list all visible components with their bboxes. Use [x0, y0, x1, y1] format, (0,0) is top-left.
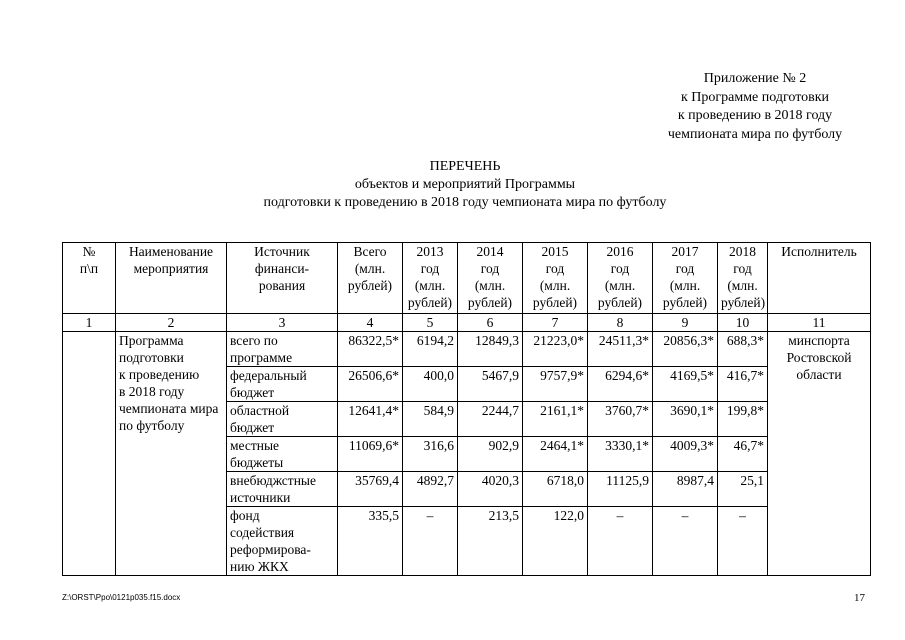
document-subtitle: подготовки к проведению в 2018 году чемпионата мира по футболу	[263, 195, 667, 210]
column-header-line: (млн.	[474, 278, 506, 293]
value-cell: 3690,1*	[653, 402, 718, 437]
column-number: 5	[403, 314, 458, 332]
column-number: 1	[63, 314, 116, 332]
column-number: 4	[338, 314, 403, 332]
value-cell: 416,7*	[718, 367, 768, 402]
column-number: 6	[458, 314, 523, 332]
funding-source-cell-line: областной	[230, 403, 290, 418]
column-header-line: рублей)	[467, 295, 513, 310]
funding-source-cell	[227, 437, 338, 472]
value-cell: –	[588, 507, 653, 576]
column-header-line: (млн.	[539, 278, 571, 293]
value-cell: 6194,2	[403, 332, 458, 367]
value-cell: 12641,4*	[338, 402, 403, 437]
column-header-line: год	[610, 261, 630, 276]
value-cell: 316,6	[403, 437, 458, 472]
value-cell: 4020,3	[458, 472, 523, 507]
column-number: 9	[653, 314, 718, 332]
funding-source-cell-line: всего по	[230, 333, 278, 348]
funding-source-cell	[227, 507, 338, 576]
document-subtitle: объектов и мероприятий Программы	[354, 177, 576, 192]
document-title: ПЕРЕЧЕНЬ	[429, 159, 501, 174]
value-cell: 26506,6*	[338, 367, 403, 402]
column-header-line: (млн.	[604, 278, 636, 293]
event-name-cell-line: Программа	[119, 333, 184, 348]
appendix-line: к Программе подготовки	[680, 89, 830, 105]
value-cell: 9757,9*	[523, 367, 588, 402]
column-header-line: 2016	[606, 244, 634, 259]
column-header-line: год	[675, 261, 695, 276]
value-cell: 35769,4	[338, 472, 403, 507]
value-cell: 199,8*	[718, 402, 768, 437]
column-header	[458, 243, 523, 314]
value-cell: –	[403, 507, 458, 576]
funding-source-cell-line: бюджеты	[230, 455, 284, 470]
funding-source-cell	[227, 367, 338, 402]
column-header-line: рования	[258, 278, 306, 293]
column-header	[523, 243, 588, 314]
column-header-line: год	[480, 261, 500, 276]
funding-source-cell-line: местные	[230, 438, 280, 453]
value-cell: 902,9	[458, 437, 523, 472]
column-header-line: рублей)	[721, 295, 766, 310]
footer-file-path: Z:\ORST\Ppo\0121p035.f15.docx	[62, 593, 181, 602]
value-cell: 86322,5*	[338, 332, 403, 367]
value-cell: 46,7*	[718, 437, 768, 472]
column-header-line: 2013	[416, 244, 444, 259]
value-cell: 335,5	[338, 507, 403, 576]
column-header	[403, 243, 458, 314]
funding-source-cell-line: реформирова-	[230, 542, 311, 557]
column-header-line: Исполнитель	[781, 244, 857, 259]
value-cell: –	[653, 507, 718, 576]
value-cell: 25,1	[718, 472, 768, 507]
funding-source-cell	[227, 332, 338, 367]
column-header	[588, 243, 653, 314]
value-cell: 688,3*	[718, 332, 768, 367]
column-header-line: 2014	[476, 244, 504, 259]
column-header-line: 2018	[729, 244, 756, 259]
column-number: 8	[588, 314, 653, 332]
value-cell: 2464,1*	[523, 437, 588, 472]
value-cell: 400,0	[403, 367, 458, 402]
value-cell: 11125,9	[588, 472, 653, 507]
column-header-line: мероприятия	[133, 261, 209, 276]
column-header	[718, 243, 768, 314]
event-name-cell-line: по футболу	[119, 418, 185, 433]
funding-source-cell	[227, 402, 338, 437]
column-header	[227, 243, 338, 314]
value-cell: 2244,7	[458, 402, 523, 437]
event-name-cell	[116, 332, 227, 576]
funding-source-cell-line: программе	[230, 350, 293, 365]
event-name-cell-line: подготовки	[119, 350, 184, 365]
value-cell: 4009,3*	[653, 437, 718, 472]
funding-source-cell-line: источники	[230, 490, 291, 505]
executor-cell-line: Ростовской	[786, 350, 852, 365]
value-cell: 5467,9	[458, 367, 523, 402]
funding-source-cell	[227, 472, 338, 507]
column-number: 10	[718, 314, 768, 332]
column-header-line: рублей)	[597, 295, 643, 310]
executor-cell-line: области	[796, 367, 842, 382]
column-header-line: п\п	[79, 261, 99, 276]
column-header	[63, 243, 116, 314]
appendix-line: чемпионата мира по футболу	[667, 126, 843, 142]
document-heading	[200, 158, 730, 212]
column-header-line: (млн.	[727, 278, 758, 293]
column-header-line: №	[82, 244, 96, 259]
column-header-line: Всего	[353, 244, 387, 259]
value-cell: 6294,6*	[588, 367, 653, 402]
column-header-line: рублей)	[407, 295, 453, 310]
table-header-row	[63, 243, 871, 314]
appendix-line: Приложение № 2	[703, 71, 807, 86]
column-header-line: год	[545, 261, 565, 276]
column-header-line: год	[420, 261, 440, 276]
page-number: 17	[854, 592, 865, 604]
value-cell: 24511,3*	[588, 332, 653, 367]
value-cell: 122,0	[523, 507, 588, 576]
value-cell: 4892,7	[403, 472, 458, 507]
value-cell: 8987,4	[653, 472, 718, 507]
funding-source-cell-line: внебюджстные	[230, 473, 316, 488]
funding-source-cell-line: бюджет	[230, 420, 275, 435]
value-cell: 6718,0	[523, 472, 588, 507]
column-header-line: 2015	[541, 244, 569, 259]
column-header-line: (млн.	[669, 278, 701, 293]
funding-source-cell-line: фонд	[230, 508, 260, 523]
table-row	[63, 332, 871, 367]
value-cell: 3760,7*	[588, 402, 653, 437]
event-name-cell-line: чемпионата мира	[119, 401, 219, 416]
value-cell: –	[718, 507, 768, 576]
column-header-line: (млн.	[354, 261, 386, 276]
events-table	[62, 242, 871, 576]
executor-cell-line: минспорта	[788, 333, 850, 348]
value-cell: 11069,6*	[338, 437, 403, 472]
column-header-line: год	[733, 261, 752, 276]
event-name-cell-line: в 2018 году	[119, 384, 185, 399]
column-number: 11	[768, 314, 871, 332]
column-header-line: Наименование	[128, 244, 214, 259]
column-header	[653, 243, 718, 314]
column-header-line: финанси-	[254, 261, 310, 276]
column-header-line: рублей)	[662, 295, 708, 310]
column-number-row	[63, 314, 871, 332]
column-header-line: (млн.	[414, 278, 446, 293]
executor-cell	[768, 332, 871, 576]
value-cell: 12849,3	[458, 332, 523, 367]
value-cell: 3330,1*	[588, 437, 653, 472]
appendix-line: к проведению в 2018 году	[677, 108, 833, 123]
event-name-cell-line: к проведению	[119, 367, 200, 382]
value-cell: 21223,0*	[523, 332, 588, 367]
column-header	[116, 243, 227, 314]
appendix-block	[600, 70, 905, 144]
column-header	[768, 243, 871, 314]
column-header-line: рублей)	[532, 295, 578, 310]
row-number-cell	[63, 332, 116, 576]
funding-source-cell-line: содействия	[230, 525, 295, 540]
column-number: 2	[116, 314, 227, 332]
column-header-line: Источник	[254, 244, 310, 259]
value-cell: 2161,1*	[523, 402, 588, 437]
funding-source-cell-line: нию ЖКХ	[230, 559, 289, 574]
funding-source-cell-line: федеральный	[230, 368, 307, 383]
value-cell: 4169,5*	[653, 367, 718, 402]
column-header-line: 2017	[671, 244, 699, 259]
column-number: 7	[523, 314, 588, 332]
column-header-line: рублей)	[347, 278, 393, 293]
value-cell: 584,9	[403, 402, 458, 437]
value-cell: 213,5	[458, 507, 523, 576]
column-number: 3	[227, 314, 338, 332]
value-cell: 20856,3*	[653, 332, 718, 367]
funding-source-cell-line: бюджет	[230, 385, 275, 400]
column-header	[338, 243, 403, 314]
